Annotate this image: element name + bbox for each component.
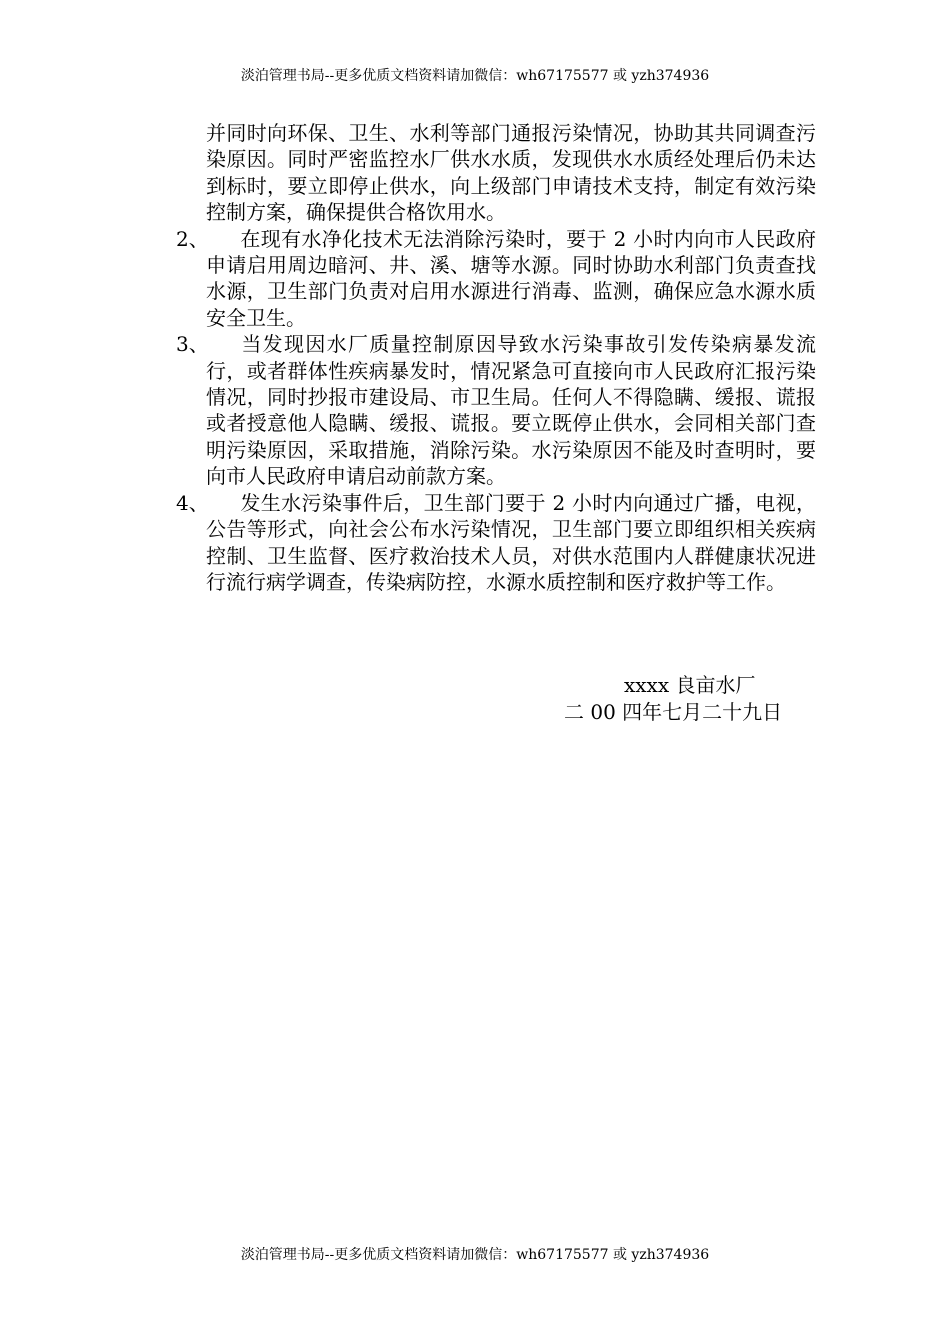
list-item-text: 当发现因水厂质量控制原因导致水污染事故引发传染病暴发流行，或者群体性疾病暴发时，情况紧急可直接向市人民政府汇报污染情况，同时抄报市建设局、市卫生局。任何人不得隐瞒、缓报、谎报或者授意他人隐瞒、缓报、谎报。要立既停止供水，会同相关部门查明污染原因，采取措施，消除污染。水污染原因不能及时查明时，要向市人民政府申请启动前款方案。	[206, 332, 816, 489]
signature-date: 二 00 四年七月二十九日	[564, 700, 783, 724]
list-item	[176, 226, 816, 332]
page-footer: 淡泊管理书局--更多优质文档资料请加微信：wh67175577 或 yzh374936	[240, 1247, 710, 1263]
list-item	[176, 331, 816, 489]
list-item-number: 2、	[176, 226, 209, 251]
signature-block	[564, 672, 824, 726]
list-item-number: 4、	[176, 490, 209, 515]
list-item	[176, 490, 816, 596]
paragraph-text: 并同时向环保、卫生、水利等部门通报污染情况，协助其共同调查污染原因。同时严密监控水厂供水水质，发现供水水质经处理后仍未达到标时，要立即停止供水，向上级部门申请技术支持，制定有效污染控制方案，确保提供合格饮用水。	[206, 121, 816, 225]
continuation-paragraph	[176, 120, 816, 226]
document-body	[176, 120, 816, 595]
list-item-text: 发生水污染事件后，卫生部门要于 2 小时内向通过广播，电视，公告等形式，向社会公布水污染情况，卫生部门要立即组织相关疾病控制、卫生监督、医疗救治技术人员，对供水范围内人群健康状况进行流行病学调查，传染病防控，水源水质控制和医疗救护等工作。	[206, 490, 816, 594]
signature-organization: xxxx 良亩水厂	[624, 673, 756, 697]
page-header: 淡泊管理书局--更多优质文档资料请加微信：wh67175577 或 yzh374936	[240, 68, 710, 84]
list-item-number: 3、	[176, 332, 209, 357]
list-item-text: 在现有水净化技术无法消除污染时，要于 2 小时内向市人民政府申请启用周边暗河、井、溪、塘等水源。同时协助水利部门负责查找水源，卫生部门负责对启用水源进行消毒、监测，确保应急水源水质安全卫生。	[206, 226, 816, 330]
